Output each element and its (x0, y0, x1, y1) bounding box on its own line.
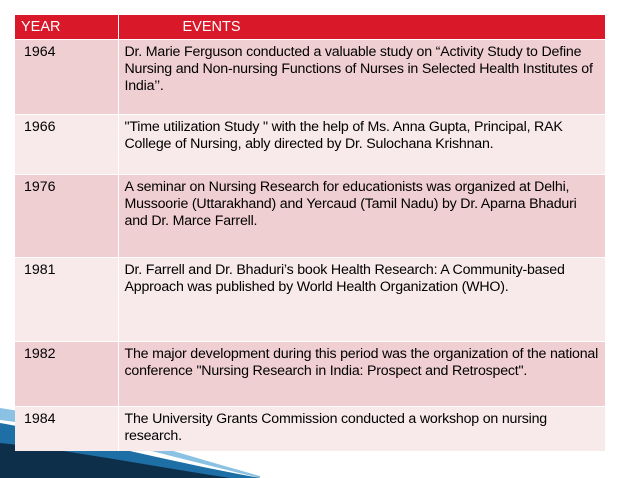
row-year: 1964 (15, 40, 118, 115)
row-event: A seminar on Nursing Research for educationists was organized at Delhi, Mussoorie (Uttarakhand) and Yercaud (Tamil Nadu) by Dr. Aparna Bhaduri and Dr. Marce Farrell. (118, 175, 605, 258)
row-year: 1976 (15, 175, 118, 258)
table-row (15, 258, 605, 342)
table-header-row (15, 15, 605, 40)
row-event: "Time utilization Study " with the help of Ms. Anna Gupta, Principal, RAK College of Nursing, ably directed by Dr. Sulochana Krishnan. (118, 115, 605, 175)
table-row (15, 175, 605, 258)
table-row (15, 342, 605, 407)
row-event: The University Grants Commission conducted a workshop on nursing research. (118, 407, 605, 452)
row-event: Dr. Farrell and Dr. Bhaduri’s book Health Research: A Community-based Approach was published by World Health Organization (WHO). (118, 258, 605, 342)
events-header: EVENTS (118, 15, 605, 40)
row-year: 1966 (15, 115, 118, 175)
events-table (15, 15, 606, 451)
row-year: 1984 (15, 407, 118, 452)
row-year: 1981 (15, 258, 118, 342)
table-row (15, 40, 605, 115)
row-year: 1982 (15, 342, 118, 407)
row-event: Dr. Marie Ferguson conducted a valuable study on “Activity Study to Define Nursing and Non-nursing Functions of Nurses in Selected Health Institutes of India’’. (118, 40, 605, 115)
table-row (15, 407, 605, 452)
year-header: YEAR (15, 15, 118, 40)
row-event: The major development during this period was the organization of the national conference "Nursing Research in India: Prospect and Retrospect". (118, 342, 605, 407)
table-row (15, 115, 605, 175)
